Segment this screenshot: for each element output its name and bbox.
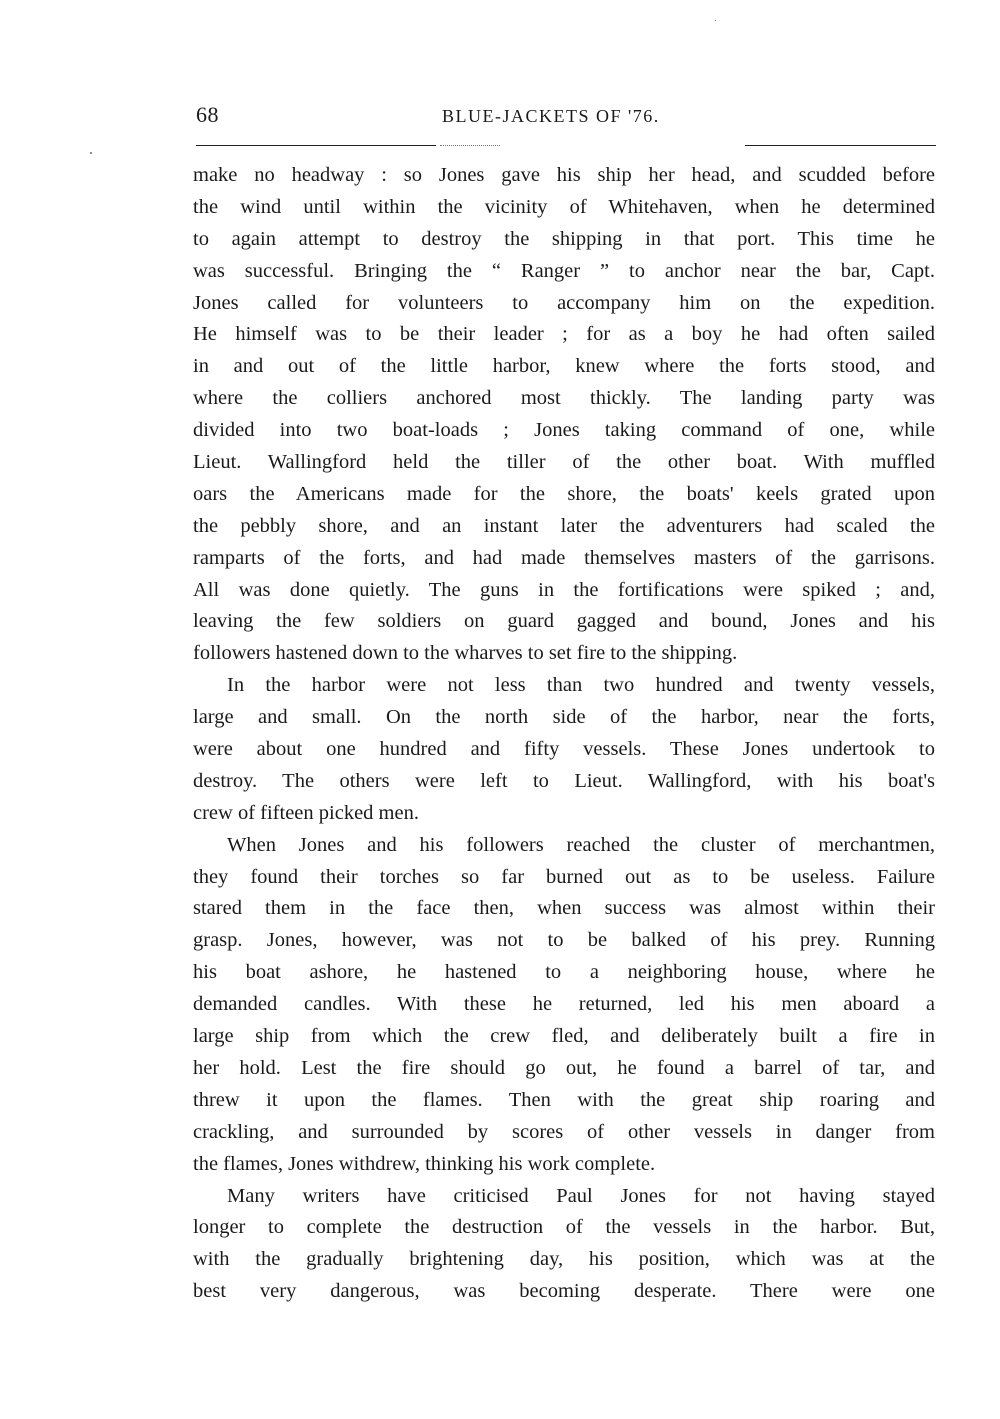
- text-line: was successful. Bringing the “ Ranger ” to anchor near the bar, Capt.: [193, 259, 935, 282]
- text-line: where the colliers anchored most thickly. The landing party was: [193, 387, 935, 410]
- text-line: grasp. Jones, however, was not to be balked of his prey. Running: [193, 929, 935, 952]
- text-line: He himself was to be their leader ; for as a boy he had often sailed: [193, 323, 935, 346]
- paragraph-first-line: Many writers have criticised Paul Jones for not having stayed: [227, 1184, 935, 1207]
- header-rule-left: [196, 145, 436, 146]
- text-line: they found their torches so far burned out as to be useless. Failure: [193, 865, 935, 888]
- paragraph-last-line: followers hastened down to the wharves to set fire to the shipping.: [193, 642, 738, 665]
- text-line: crackling, and surrounded by scores of other vessels in danger from: [193, 1120, 935, 1143]
- text-line: large ship from which the crew fled, and deliberately built a fire in: [193, 1025, 935, 1048]
- text-line: to again attempt to destroy the shipping in that port. This time he: [193, 227, 935, 250]
- running-head: BLUE-JACKETS OF '76.: [442, 106, 660, 126]
- text-line: best very dangerous, was becoming desperate. There were one: [193, 1280, 935, 1303]
- header-rule-dotted: [440, 145, 500, 146]
- text-line: her hold. Lest the fire should go out, he found a barrel of tar, and: [193, 1056, 935, 1079]
- text-line: leaving the few soldiers on guard gagged and bound, Jones and his: [193, 610, 935, 633]
- text-line: oars the Americans made for the shore, the boats' keels grated upon: [193, 482, 935, 505]
- text-line: threw it upon the flames. Then with the great ship roaring and: [193, 1088, 935, 1111]
- text-line: in and out of the little harbor, knew where the forts stood, and: [193, 355, 935, 378]
- text-line: stared them in the face then, when success was almost within their: [193, 897, 935, 920]
- body-text: [193, 160, 935, 1308]
- header-rule-right: [745, 145, 936, 146]
- text-line: ramparts of the forts, and had made themselves masters of the garrisons.: [193, 546, 935, 569]
- text-line: make no headway : so Jones gave his ship her head, and scudded before: [193, 164, 935, 186]
- paragraph-first-line: When Jones and his followers reached the cluster of merchantmen,: [227, 833, 935, 856]
- paper-speck: [715, 20, 716, 21]
- text-line: his boat ashore, he hastened to a neighboring house, where he: [193, 961, 935, 984]
- text-line: Lieut. Wallingford held the tiller of the other boat. With muffled: [193, 451, 935, 474]
- paragraph-last-line: the flames, Jones withdrew, thinking his work complete.: [193, 1152, 656, 1175]
- text-line: divided into two boat-loads ; Jones taking command of one, while: [193, 419, 935, 442]
- text-line: with the gradually brightening day, his position, which was at the: [193, 1248, 935, 1271]
- text-line: large and small. On the north side of the harbor, near the forts,: [193, 706, 935, 729]
- text-line: Jones called for volunteers to accompany him on the expedition.: [193, 291, 935, 314]
- text-line: the wind until within the vicinity of Whitehaven, when he determined: [193, 195, 935, 218]
- text-line: the pebbly shore, and an instant later the adventurers had scaled the: [193, 514, 935, 537]
- page-number: 68: [196, 102, 219, 127]
- text-line: were about one hundred and fifty vessels. These Jones undertook to: [193, 738, 935, 761]
- page-header: [0, 100, 1000, 130]
- paragraph-last-line: crew of fifteen picked men.: [193, 801, 419, 824]
- text-line: demanded candles. With these he returned, led his men aboard a: [193, 993, 935, 1016]
- paragraph-first-line: In the harbor were not less than two hundred and twenty vessels,: [227, 674, 935, 697]
- text-line: destroy. The others were left to Lieut. Wallingford, with his boat's: [193, 769, 935, 792]
- paper-speck: [90, 152, 92, 154]
- text-line: longer to complete the destruction of the vessels in the harbor. But,: [193, 1216, 935, 1239]
- text-line: All was done quietly. The guns in the fortifications were spiked ; and,: [193, 578, 935, 601]
